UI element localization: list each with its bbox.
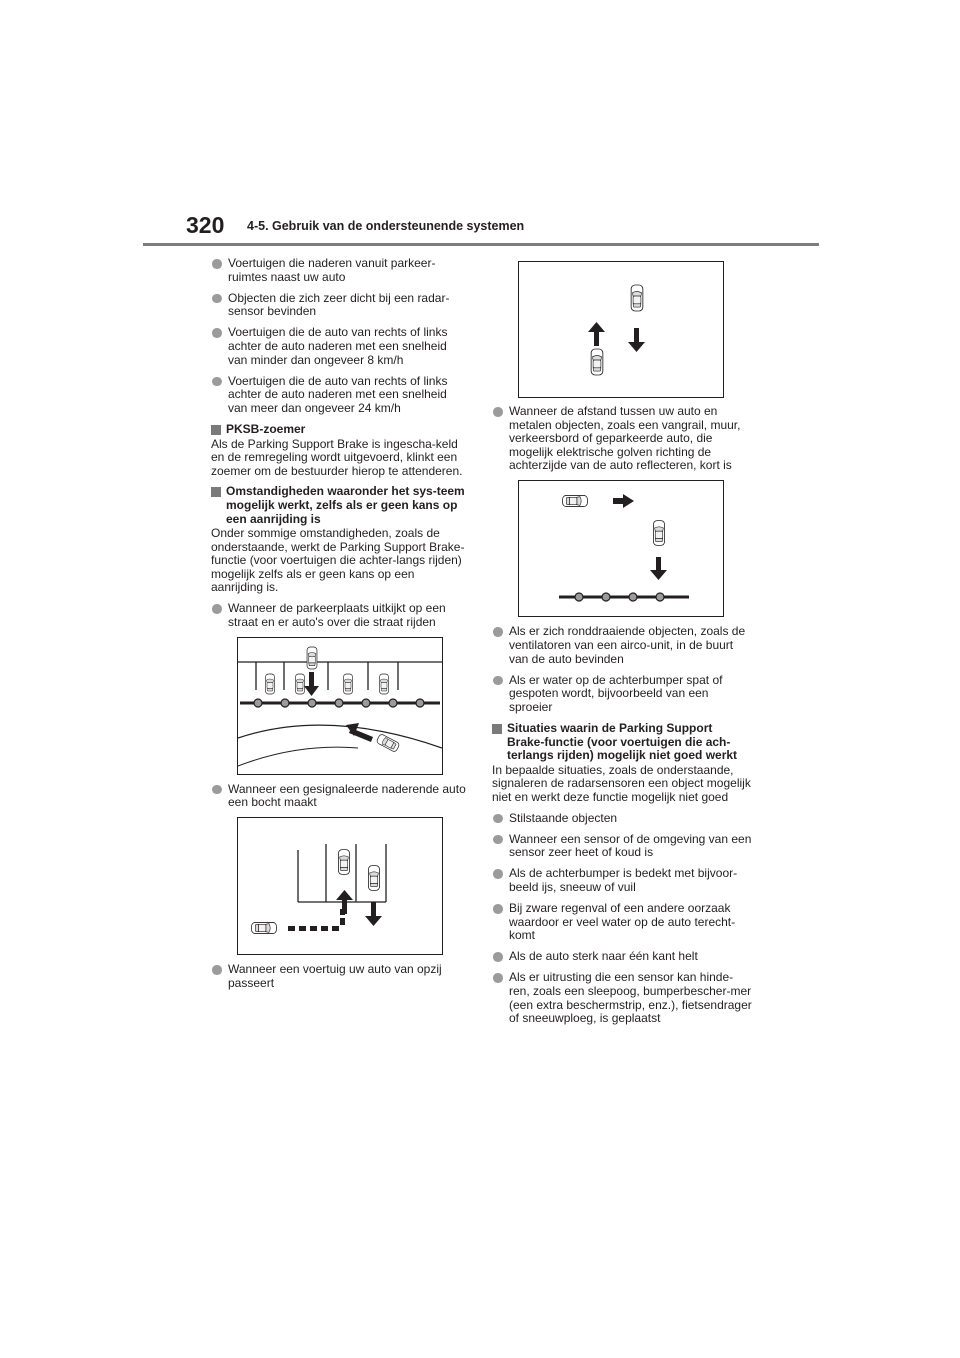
bullet-item: Wanneer een voertuig uw auto van opzij passeert [211,963,469,990]
bullet-item: Objecten die zich zeer dicht bij een radar-sensor bevinden [211,292,469,319]
bullet-item: Voertuigen die naderen vanuit parkeer-ruimtes naast uw auto [211,257,469,284]
bullet-item: Voertuigen die de auto van rechts of links achter de auto naderen met een snelheid van meer dan ongeveer 24 km/h [211,375,469,416]
bullet-item: Wanneer de afstand tussen uw auto en metalen objecten, zoals een vangrail, muur, verkeersbord of geparkeerde auto, die mogelijk elektrische golven richting de achterzijde van de auto reflecteren, kort is [492,405,752,473]
subheading-limitations: Situaties waarin de Parking Support Brake-functie (voor voertuigen die ach-terlangs rijden) mogelijk niet goed werkt [492,722,752,763]
bullet-item: Als er zich ronddraaiende objecten, zoals de ventilatoren van een airco-unit, in de buurt van de auto bevinden [492,625,752,666]
paragraph: Onder sommige omstandigheden, zoals de onderstaande, werkt de Parking Support Brake-functie (voor voertuigen die achter-langs rijden) mogelijk zelfs als er geen kans op een aanrijding is. [211,526,465,595]
bullet-item: Stilstaande objecten [492,812,752,826]
bullet-item: Bij zware regenval of een andere oorzaak waardoor er veel water op de auto terecht-komt [492,902,752,943]
figure-guardrail-reflection [518,480,724,617]
right-column [492,405,752,1033]
subheading-pksb-buzzer: PKSB-zoemer [211,423,469,437]
bullet-item: Wanneer de parkeerplaats uitkijkt op een straat en er auto's over die straat rijden [211,602,469,629]
bullet-item: Als er water op de achterbumper spat of gespoten wordt, bijvoorbeeld van een sproeier [492,674,752,715]
bullet-item: Wanneer een sensor of de omgeving van een sensor zeer heet of koud is [492,833,752,860]
subheading-conditions: Omstandigheden waaronder het sys-teem mogelijk werkt, zelfs als er geen kans op een aanrijding is [211,485,469,526]
header-rule [143,243,819,246]
left-column [211,257,469,998]
page-number: 320 [186,212,225,238]
section-title: 4-5. Gebruik van de ondersteunende systemen [247,219,525,233]
bullet-item: Als de achterbumper is bedekt met bijvoor-beeld ijs, sneeuw of vuil [492,867,752,894]
figure-car-following [518,261,724,398]
paragraph: Als de Parking Support Brake is ingescha-keld en de remregeling wordt uitgevoerd, klinkt een zoemer om de bestuurder hierop te attenderen. [211,436,463,478]
paragraph: In bepaalde situaties, zoals de onderstaande, signaleren de radarsensoren een object mogelijk niet en werkt deze functie mogelijk niet goed [492,762,751,804]
figure-parking-lot-street [237,637,443,775]
bullet-item: Wanneer een gesignaleerde naderende auto een bocht maakt [211,783,469,810]
bullet-item: Als er uitrusting die een sensor kan hinde-ren, zoals een sleepoog, bumperbescher-mer (een extra beschermstrip, enz.), fietsendrager of sneeuwploeg, is geplaatst [492,971,752,1025]
bullet-item: Voertuigen die de auto van rechts of links achter de auto naderen met een snelheid van minder dan ongeveer 8 km/h [211,326,469,367]
bullet-item: Als de auto sterk naar één kant helt [492,950,752,964]
figure-car-passing-side [237,817,443,955]
